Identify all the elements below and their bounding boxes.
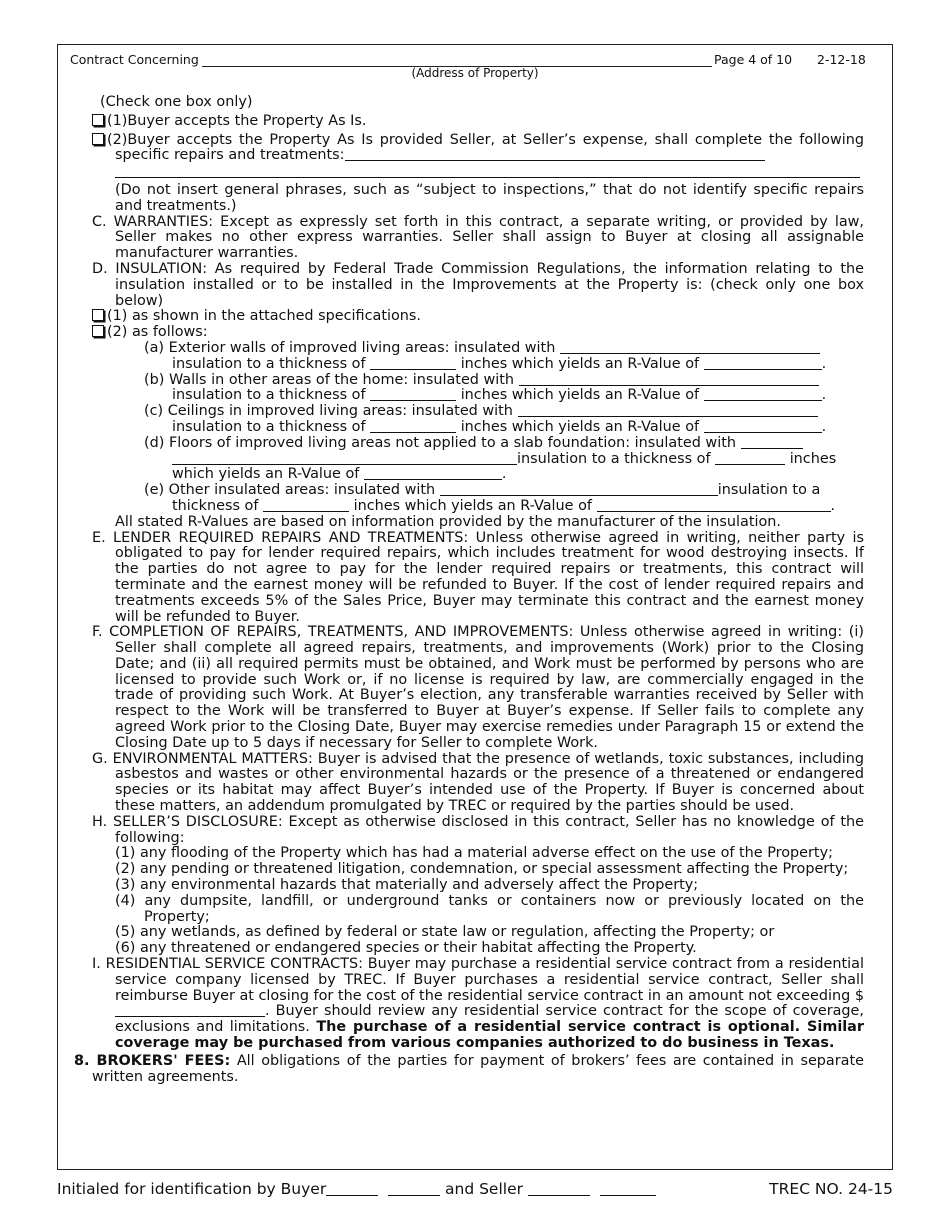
contract-concerning-label: Contract Concerning — [70, 52, 199, 67]
repairs-field-2[interactable] — [115, 165, 860, 178]
disclosure-item: (3) any environmental hazards that materially and adversely affect the Property; — [115, 877, 699, 894]
option-as-is-with-repairs: (2)Buyer accepts the Property As Is provided Seller, at Seller’s expense, shall complete the following specific repairs and treatments: — [107, 131, 864, 164]
insulation-a-yields: inches which yields an R-Value of — [460, 355, 700, 372]
address-caption: (Address of Property) — [411, 66, 539, 80]
trec-number: TREC NO. 24-15 — [769, 1180, 893, 1198]
section-8-brokers-fees — [74, 1054, 864, 1086]
form-version: 2-12-18 — [817, 52, 866, 67]
insulation-d-thickness[interactable] — [715, 452, 785, 465]
insulation-c-material[interactable] — [518, 404, 818, 417]
insulation-e-to-a: insulation to a — [717, 482, 821, 499]
insulation-c-rvalue[interactable] — [704, 420, 822, 433]
insulation-b-thickness[interactable] — [370, 388, 456, 401]
insulation-d-yields: which yields an R-Value of — [172, 466, 360, 483]
insulation-b-material[interactable] — [519, 373, 819, 386]
insulation-a-thickness-label: insulation to a thickness of — [172, 355, 366, 372]
insulation-b-yields: inches which yields an R-Value of — [460, 387, 700, 404]
checkbox-as-is[interactable] — [92, 114, 104, 126]
disclosure-item: (5) any wetlands, as defined by federal or state law or regulation, affecting the Property; or — [115, 924, 775, 941]
insulation-d-thickness-label: insulation to a thickness of — [517, 450, 711, 467]
buyer-initial-2[interactable] — [388, 1183, 440, 1196]
insulation-a-rvalue[interactable] — [704, 357, 822, 370]
insulation-e-yields: inches which yields an R-Value of — [353, 497, 592, 514]
insulation-d-material[interactable] — [741, 436, 803, 449]
disclosure-item: (1) any flooding of the Property which has had a material adverse effect on the use of the Property; — [115, 845, 833, 862]
insulation-option-1: (1) as shown in the attached specifications. — [107, 308, 421, 325]
checkbox-insulation-follows[interactable] — [92, 325, 104, 337]
insulation-d-inches: inches — [789, 450, 837, 467]
and-seller-label: and Seller — [445, 1180, 523, 1198]
section-c-warranties: C. WARRANTIES: Except as expressly set forth in this contract, a separate writing, or provided by law, Seller makes no other express warranties. Seller shall assign to Buyer at closing all assignable manufacturer warranties. — [92, 213, 864, 262]
insulation-option-2: (2) as follows: — [107, 324, 208, 341]
insulation-e-thickness[interactable] — [263, 499, 349, 512]
insulation-c-thickness[interactable] — [370, 420, 456, 433]
section-i-service-contracts — [92, 957, 864, 1052]
seller-initial-1[interactable] — [528, 1183, 590, 1196]
service-contract-optional: The purchase of a residential service contract is optional. Similar coverage may be purchased from various companies authorized to do business in Texas. — [115, 1019, 864, 1052]
disclosure-item: (4) any dumpsite, landfill, or underground tanks or containers now or previously located on the Property; — [115, 892, 864, 925]
insulation-d-rvalue[interactable] — [364, 467, 502, 480]
document-body — [74, 94, 864, 1085]
section-g-environmental: G. ENVIRONMENTAL MATTERS: Buyer is advised that the presence of wetlands, toxic substances, including asbestos and wastes or other environmental hazards or the presence of a threatened or endangered species or its habitat may affect Buyer’s intended use of the Property. If Buyer is concerned about these matters, an addendum promulgated by TREC or required by the parties should be used. — [92, 750, 864, 815]
section-f-completion: F. COMPLETION OF REPAIRS, TREATMENTS, AND IMPROVEMENTS: Unless otherwise agreed in writing: (i) Seller shall complete all agreed repairs, treatments, and improvements (Work) prior to the Closing Date; and (ii) all required permits must be obtained, and Work must be performed by persons who are licensed to provide such Work or, if no license is required by law, are commercially engaged in the trade of providing such Work. At Buyer’s election, any transferable warranties received by Seller with respect to the Work will be transferred to Buyer at Buyer’s expense. If Seller fails to complete any agreed Work prior to the Closing Date, Buyer may exercise remedies under Paragraph 15 or extend the Closing Date up to 5 days if necessary for Seller to complete Work. — [92, 624, 864, 751]
section-d-intro: D. INSULATION: As required by Federal Trade Commission Regulations, the information relating to the insulation installed or to be installed in the Improvements at the Property is: (check only one box below) — [92, 260, 864, 309]
insulation-c-thickness-label: insulation to a thickness of — [172, 418, 366, 435]
disclosure-item: (2) any pending or threatened litigation, condemnation, or special assessment affecting the Property; — [115, 861, 849, 878]
insulation-c-yields: inches which yields an R-Value of — [460, 418, 700, 435]
insulation-e-label: (e) Other insulated areas: insulated with — [144, 482, 436, 499]
repairs-field[interactable] — [345, 148, 765, 161]
insulation-b-thickness-label: insulation to a thickness of — [172, 387, 366, 404]
check-one-note: (Check one box only) — [100, 94, 253, 110]
r-values-statement: All stated R-Values are based on information provided by the manufacturer of the insulation. — [115, 513, 782, 530]
seller-initial-2[interactable] — [600, 1183, 656, 1196]
insulation-list: (a) Exterior walls of improved living areas: insulated with insulation to a thickness of inches which yields an R-Value of . (b) Walls in other areas of the home: insulated with insulation to a thickness of inches which yields an R-Value of . (c) Ceilings in improved living areas: insulated with insulation to a thickness of inches which yields an R-Value of . (d) Floors of improved living areas not applied to a slab foundation: insulated with insulation to a thickness of inches which yields an R-Value of . (e) Other insulated areas: insulated with insulation to a thickness of inches which yields an R-Value of . — [144, 339, 837, 514]
insulation-b-rvalue[interactable] — [704, 388, 822, 401]
initialed-label: Initialed for identification by Buyer — [57, 1180, 327, 1198]
insulation-d-label: (d) Floors of improved living areas not applied to a slab foundation: insulated with — [144, 434, 736, 451]
page-number: Page 4 of 10 — [714, 52, 793, 67]
service-contract-amount[interactable] — [115, 1004, 265, 1017]
insulation-d-material-2[interactable] — [172, 452, 517, 465]
checkbox-as-is-with-repairs[interactable] — [92, 133, 104, 145]
insulation-a-thickness[interactable] — [370, 357, 456, 370]
insulation-a-label: (a) Exterior walls of improved living areas: insulated with — [144, 339, 556, 356]
disclosure-list — [92, 846, 864, 957]
insulation-e-rvalue[interactable] — [597, 499, 831, 512]
service-contract-text: I. RESIDENTIAL SERVICE CONTRACTS: Buyer may purchase a residential service contract from a residential service company licensed by TREC. If Buyer purchases a residential service contract, Seller shall reimburse Buyer at closing for the cost of the residential service contract in an amount not exceeding $ — [92, 956, 864, 1004]
insulation-c-label: (c) Ceilings in improved living areas: insulated with — [144, 403, 513, 420]
checkbox-insulation-specs[interactable] — [92, 309, 104, 321]
option-as-is: (1)Buyer accepts the Property As Is. — [107, 112, 367, 129]
insulation-e-material[interactable] — [440, 483, 718, 496]
section-e-lender-repairs: E. LENDER REQUIRED REPAIRS AND TREATMENTS: Unless otherwise agreed in writing, neither party is obligated to pay for lender required repairs, which includes treatment for wood destroying insects. If the parties do not agree to pay for the lender required repairs or treatments, this contract will terminate and the earnest money will be refunded to Buyer. If the cost of lender required repairs and treatments exceeds 5% of the Sales Price, Buyer may terminate this contract and the earnest money will be refunded to Buyer. — [92, 529, 864, 625]
insulation-e-thickness-label: thickness of — [172, 497, 259, 514]
repairs-note: (Do not insert general phrases, such as “subject to inspections,” that do not identify specific repairs and treatments.) — [115, 181, 864, 214]
insulation-b-label: (b) Walls in other areas of the home: insulated with — [144, 371, 515, 388]
buyer-initial-1[interactable] — [326, 1183, 378, 1196]
brokers-fees-title: 8. BROKERS' FEES: — [74, 1052, 231, 1069]
brokers-fees-text: All obligations of the parties for payment of brokers’ fees are contained in separate written agreements. — [92, 1052, 864, 1085]
service-contract-text-2: . Buyer should review any residential service contract for the scope of coverage, exclusions and limitations. — [115, 1003, 864, 1036]
footer-initials — [57, 1180, 656, 1198]
section-h-intro: H. SELLER’S DISCLOSURE: Except as otherwise disclosed in this contract, Seller has no knowledge of the following: — [92, 813, 864, 846]
disclosure-item: (6) any threatened or endangered species or their habitat affecting the Property. — [115, 940, 697, 957]
insulation-a-material[interactable] — [560, 341, 820, 354]
